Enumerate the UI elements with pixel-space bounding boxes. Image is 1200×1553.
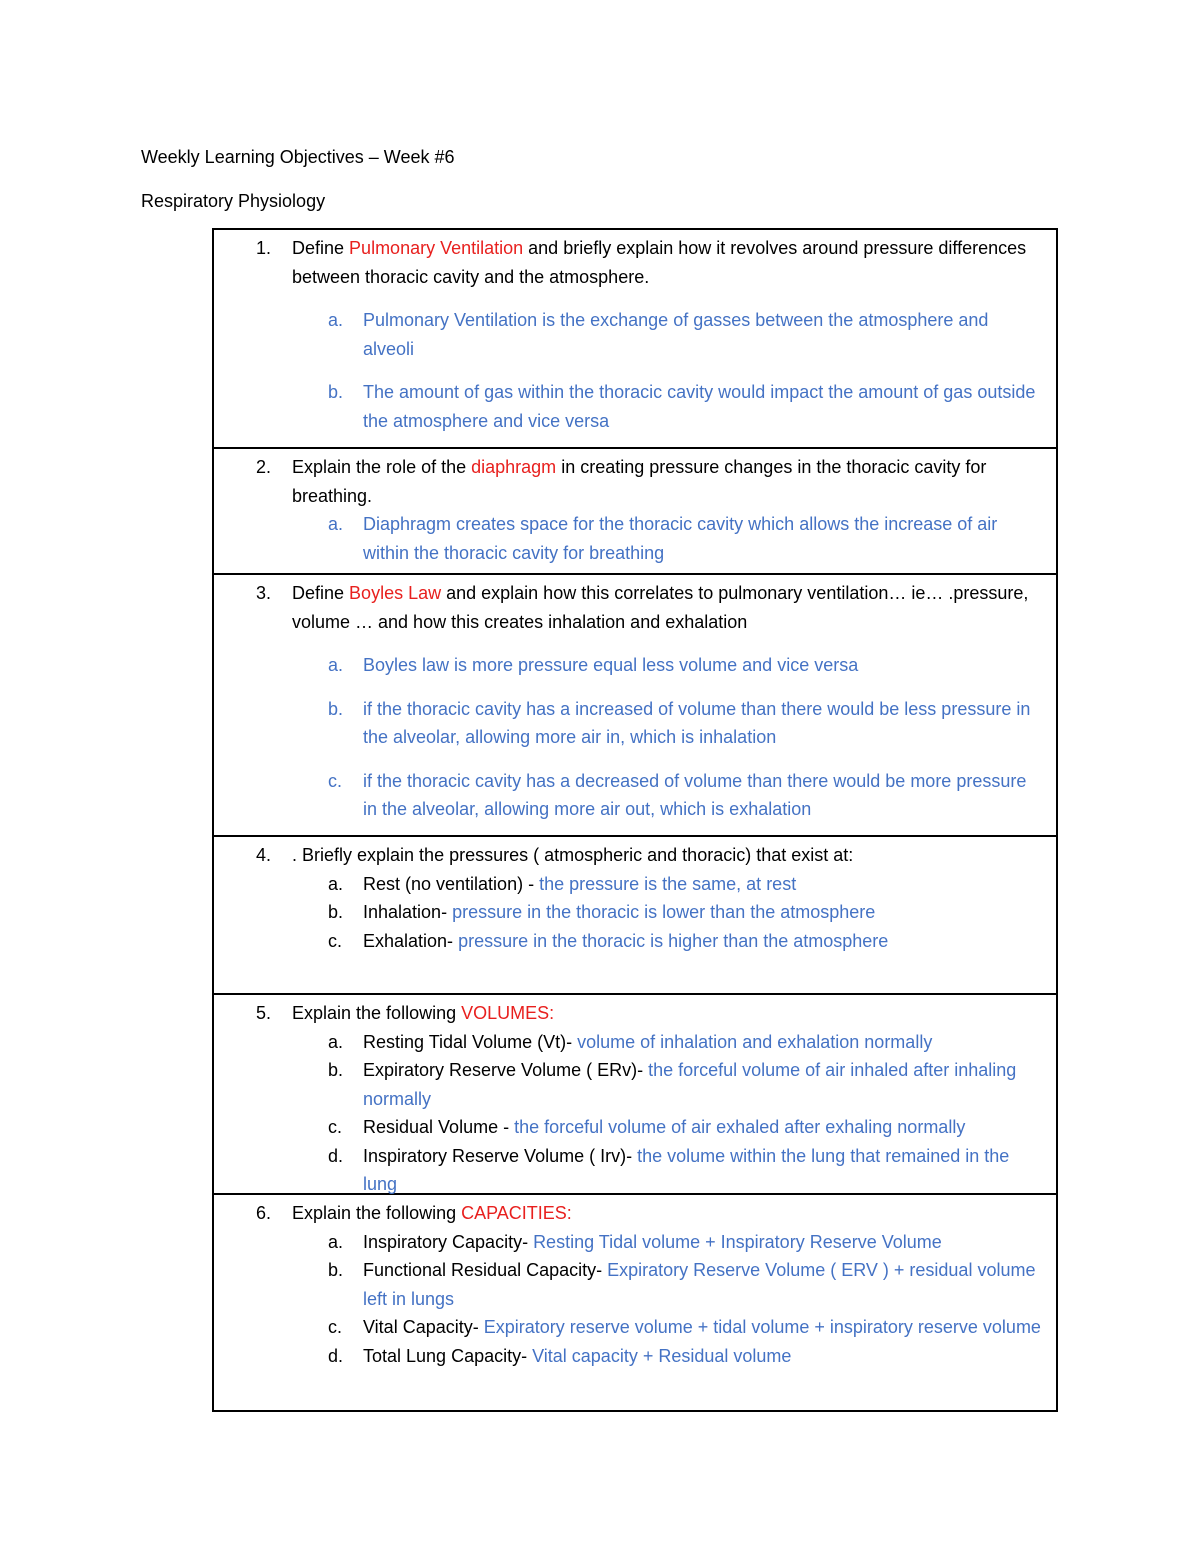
item-label: Exhalation- bbox=[363, 930, 459, 951]
answer-item bbox=[214, 1313, 1056, 1342]
answer-item bbox=[214, 870, 1056, 899]
item-letter: c. bbox=[328, 1117, 343, 1137]
item-letter: a. bbox=[328, 310, 344, 330]
item-label: Rest (no ventilation) - bbox=[363, 873, 540, 894]
item-letter: b. bbox=[328, 902, 344, 922]
prompt-text: Define bbox=[292, 238, 350, 258]
prompt-text: and explain how this correlates to pulmonary ventilation… ie… .pressure, volume … and how this creates inhalation and exhalation bbox=[292, 583, 1029, 632]
question-number: 1. bbox=[256, 238, 272, 258]
answer-item bbox=[214, 1056, 1056, 1113]
question-4-prompt bbox=[214, 841, 1056, 870]
answer-text: if the thoracic cavity has a increased of volume than there would be less pressure in the alveolar, allowing more air in, which is inhalation bbox=[363, 698, 1031, 747]
item-letter: a. bbox=[328, 1031, 344, 1052]
item-label: Resting Tidal Volume (Vt)- bbox=[363, 1031, 578, 1052]
answer-item bbox=[214, 898, 1056, 927]
question-number: 3. bbox=[256, 583, 272, 603]
prompt-text: . Briefly explain the pressures ( atmospheric and thoracic) that exist at: bbox=[292, 845, 854, 865]
item-letter: b. bbox=[328, 1260, 344, 1280]
answer-text: Resting Tidal volume + Inspiratory Reserve Volume bbox=[533, 1231, 942, 1252]
item-letter: c. bbox=[328, 930, 343, 951]
item-letter: d. bbox=[328, 1145, 344, 1166]
answer-item bbox=[214, 767, 1056, 824]
answer-item bbox=[214, 1113, 1056, 1142]
item-label: Residual Volume - bbox=[363, 1117, 515, 1137]
question-number: 4. bbox=[256, 845, 272, 865]
item-letter: b. bbox=[328, 382, 344, 402]
answer-item bbox=[214, 1028, 1056, 1057]
answer-text: Boyles law is more pressure equal less volume and vice versa bbox=[363, 655, 859, 675]
item-letter: c. bbox=[328, 770, 343, 791]
question-5-prompt bbox=[214, 999, 1056, 1028]
prompt-text: Explain the following bbox=[292, 1203, 462, 1223]
item-letter: b. bbox=[328, 698, 344, 719]
key-term: Boyles Law bbox=[349, 583, 442, 603]
item-label: Vital Capacity- bbox=[363, 1317, 484, 1337]
item-label: Inspiratory Reserve Volume ( Irv)- bbox=[363, 1145, 638, 1166]
prompt-text: Define bbox=[292, 583, 350, 603]
item-label: Inspiratory Capacity- bbox=[363, 1231, 534, 1252]
document-subtitle: Respiratory Physiology bbox=[141, 191, 326, 211]
answer-text: the pressure is the same, at rest bbox=[539, 873, 797, 894]
answer-text: if the thoracic cavity has a decreased of volume than there would be more pressure in the alveolar, allowing more air out, which is exhalation bbox=[363, 770, 1027, 819]
prompt-text: and briefly explain how it revolves around pressure differences between thoracic cavity and the atmosphere. bbox=[292, 238, 1027, 287]
item-letter: a. bbox=[328, 655, 344, 675]
question-1-prompt bbox=[214, 234, 1056, 291]
answer-item bbox=[214, 306, 1056, 363]
answer-item bbox=[214, 1256, 1056, 1313]
question-1-cell bbox=[214, 230, 1056, 449]
item-label: Functional Residual Capacity- bbox=[363, 1260, 608, 1280]
key-term: CAPACITIES: bbox=[461, 1203, 572, 1223]
question-4-cell bbox=[214, 837, 1056, 995]
answer-text: Expiratory Reserve Volume ( ERV ) + residual volume left in lungs bbox=[363, 1260, 1036, 1309]
answer-item bbox=[214, 927, 1056, 956]
answer-item bbox=[214, 378, 1056, 435]
key-term: diaphragm bbox=[471, 457, 557, 477]
answer-text: Pulmonary Ventilation is the exchange of gasses between the atmosphere and alveoli bbox=[363, 310, 989, 359]
answer-text: pressure in the thoracic is higher than the atmosphere bbox=[458, 930, 889, 951]
question-number: 6. bbox=[256, 1203, 272, 1223]
answer-item bbox=[214, 1142, 1056, 1199]
item-label: Total Lung Capacity- bbox=[363, 1345, 533, 1366]
answer-text: Expiratory reserve volume + tidal volume + inspiratory reserve volume bbox=[483, 1317, 1041, 1337]
item-letter: a. bbox=[328, 1231, 344, 1252]
answer-text: the volume within the lung that remained in the lung bbox=[363, 1145, 1010, 1194]
prompt-text: Explain the following bbox=[292, 1003, 462, 1023]
answer-item bbox=[214, 651, 1056, 680]
key-term: VOLUMES: bbox=[461, 1003, 555, 1023]
answer-text: pressure in the thoracic is lower than the atmosphere bbox=[452, 902, 876, 922]
question-3-prompt bbox=[214, 579, 1056, 636]
question-5-cell bbox=[214, 995, 1056, 1195]
answer-item bbox=[214, 695, 1056, 752]
question-number: 5. bbox=[256, 1003, 272, 1023]
question-6-cell bbox=[214, 1195, 1056, 1412]
objectives-table bbox=[212, 228, 1058, 1412]
question-number: 2. bbox=[256, 457, 272, 477]
item-letter: c. bbox=[328, 1317, 343, 1337]
document-title: Weekly Learning Objectives – Week #6 bbox=[141, 147, 455, 167]
item-letter: a. bbox=[328, 514, 344, 534]
prompt-text: Explain the role of the bbox=[292, 457, 472, 477]
item-label: Inhalation- bbox=[363, 902, 453, 922]
prompt-text: in creating pressure changes in the thoracic cavity for breathing. bbox=[292, 457, 987, 506]
item-label: Expiratory Reserve Volume ( ERv)- bbox=[363, 1060, 649, 1080]
item-letter: b. bbox=[328, 1060, 344, 1080]
answer-text: Diaphragm creates space for the thoracic cavity which allows the increase of air within the thoracic cavity for breathing bbox=[363, 514, 998, 563]
question-2-prompt bbox=[214, 453, 1056, 510]
answer-text: Vital capacity + Residual volume bbox=[532, 1345, 792, 1366]
answer-text: volume of inhalation and exhalation normally bbox=[577, 1031, 933, 1052]
answer-item bbox=[214, 1228, 1056, 1257]
answer-text: the forceful volume of air exhaled after exhaling normally bbox=[514, 1117, 966, 1137]
answer-item bbox=[214, 510, 1056, 567]
answer-text: the forceful volume of air inhaled after inhaling normally bbox=[363, 1060, 1017, 1109]
key-term: Pulmonary Ventilation bbox=[349, 238, 524, 258]
answer-text: The amount of gas within the thoracic cavity would impact the amount of gas outside the atmosphere and vice versa bbox=[363, 382, 1036, 431]
answer-item bbox=[214, 1342, 1056, 1371]
question-3-cell bbox=[214, 575, 1056, 837]
item-letter: d. bbox=[328, 1345, 344, 1366]
question-2-cell bbox=[214, 449, 1056, 575]
item-letter: a. bbox=[328, 873, 344, 894]
question-6-prompt bbox=[214, 1199, 1056, 1228]
